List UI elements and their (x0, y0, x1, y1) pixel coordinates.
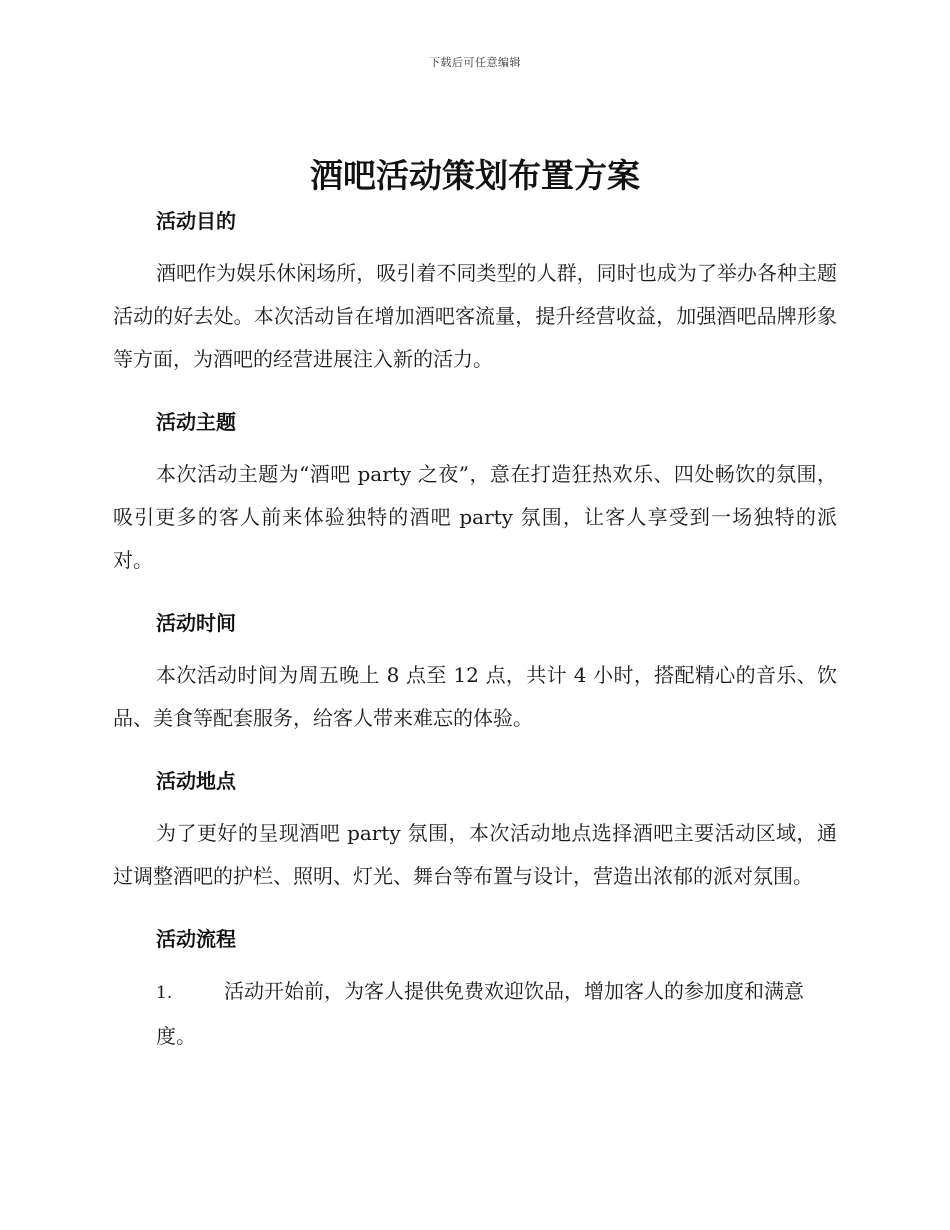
section-heading-theme: 活动主题 (156, 410, 236, 434)
section-paragraph-purpose: 酒吧作为娱乐休闲场所，吸引着不同类型的人群，同时也成为了举办各种主题活动的好去处。本次活动旨在增加酒吧客流量，提升经营收益，加强酒吧品牌形象等方面，为酒吧的经营进展注入新的活力。 (113, 261, 837, 371)
list-item-text: 活动开始前，为客人提供免费欢迎饮品，增加客人的参加度和满意度。 (156, 979, 804, 1048)
section-heading-purpose: 活动目的 (156, 209, 236, 233)
page-header-note: 下载后可任意编辑 (429, 56, 521, 69)
list-item (113, 970, 837, 1058)
section-heading-time: 活动时间 (156, 611, 236, 635)
list-item-number: 1. (156, 983, 173, 1003)
section-heading-process: 活动流程 (156, 927, 236, 951)
document-body (113, 200, 837, 1058)
section-paragraph-location: 为了更好的呈现酒吧 party 氛围，本次活动地点选择酒吧主要活动区域，通过调整酒吧的护栏、照明、灯光、舞台等布置与设计，营造出浓郁的派对氛围。 (113, 821, 837, 888)
section-heading-location: 活动地点 (156, 769, 236, 793)
section-paragraph-theme: 本次活动主题为“酒吧 party 之夜”，意在打造狂热欢乐、四处畅饮的氛围，吸引更多的客人前来体验独特的酒吧 party 氛围，让客人享受到一场独特的派对。 (113, 462, 837, 572)
section-paragraph-time: 本次活动时间为周五晚上 8 点至 12 点，共计 4 小时，搭配精心的音乐、饮品、美食等配套服务，给客人带来难忘的体验。 (113, 663, 837, 730)
document-title: 酒吧活动策划布置方案 (310, 156, 640, 195)
